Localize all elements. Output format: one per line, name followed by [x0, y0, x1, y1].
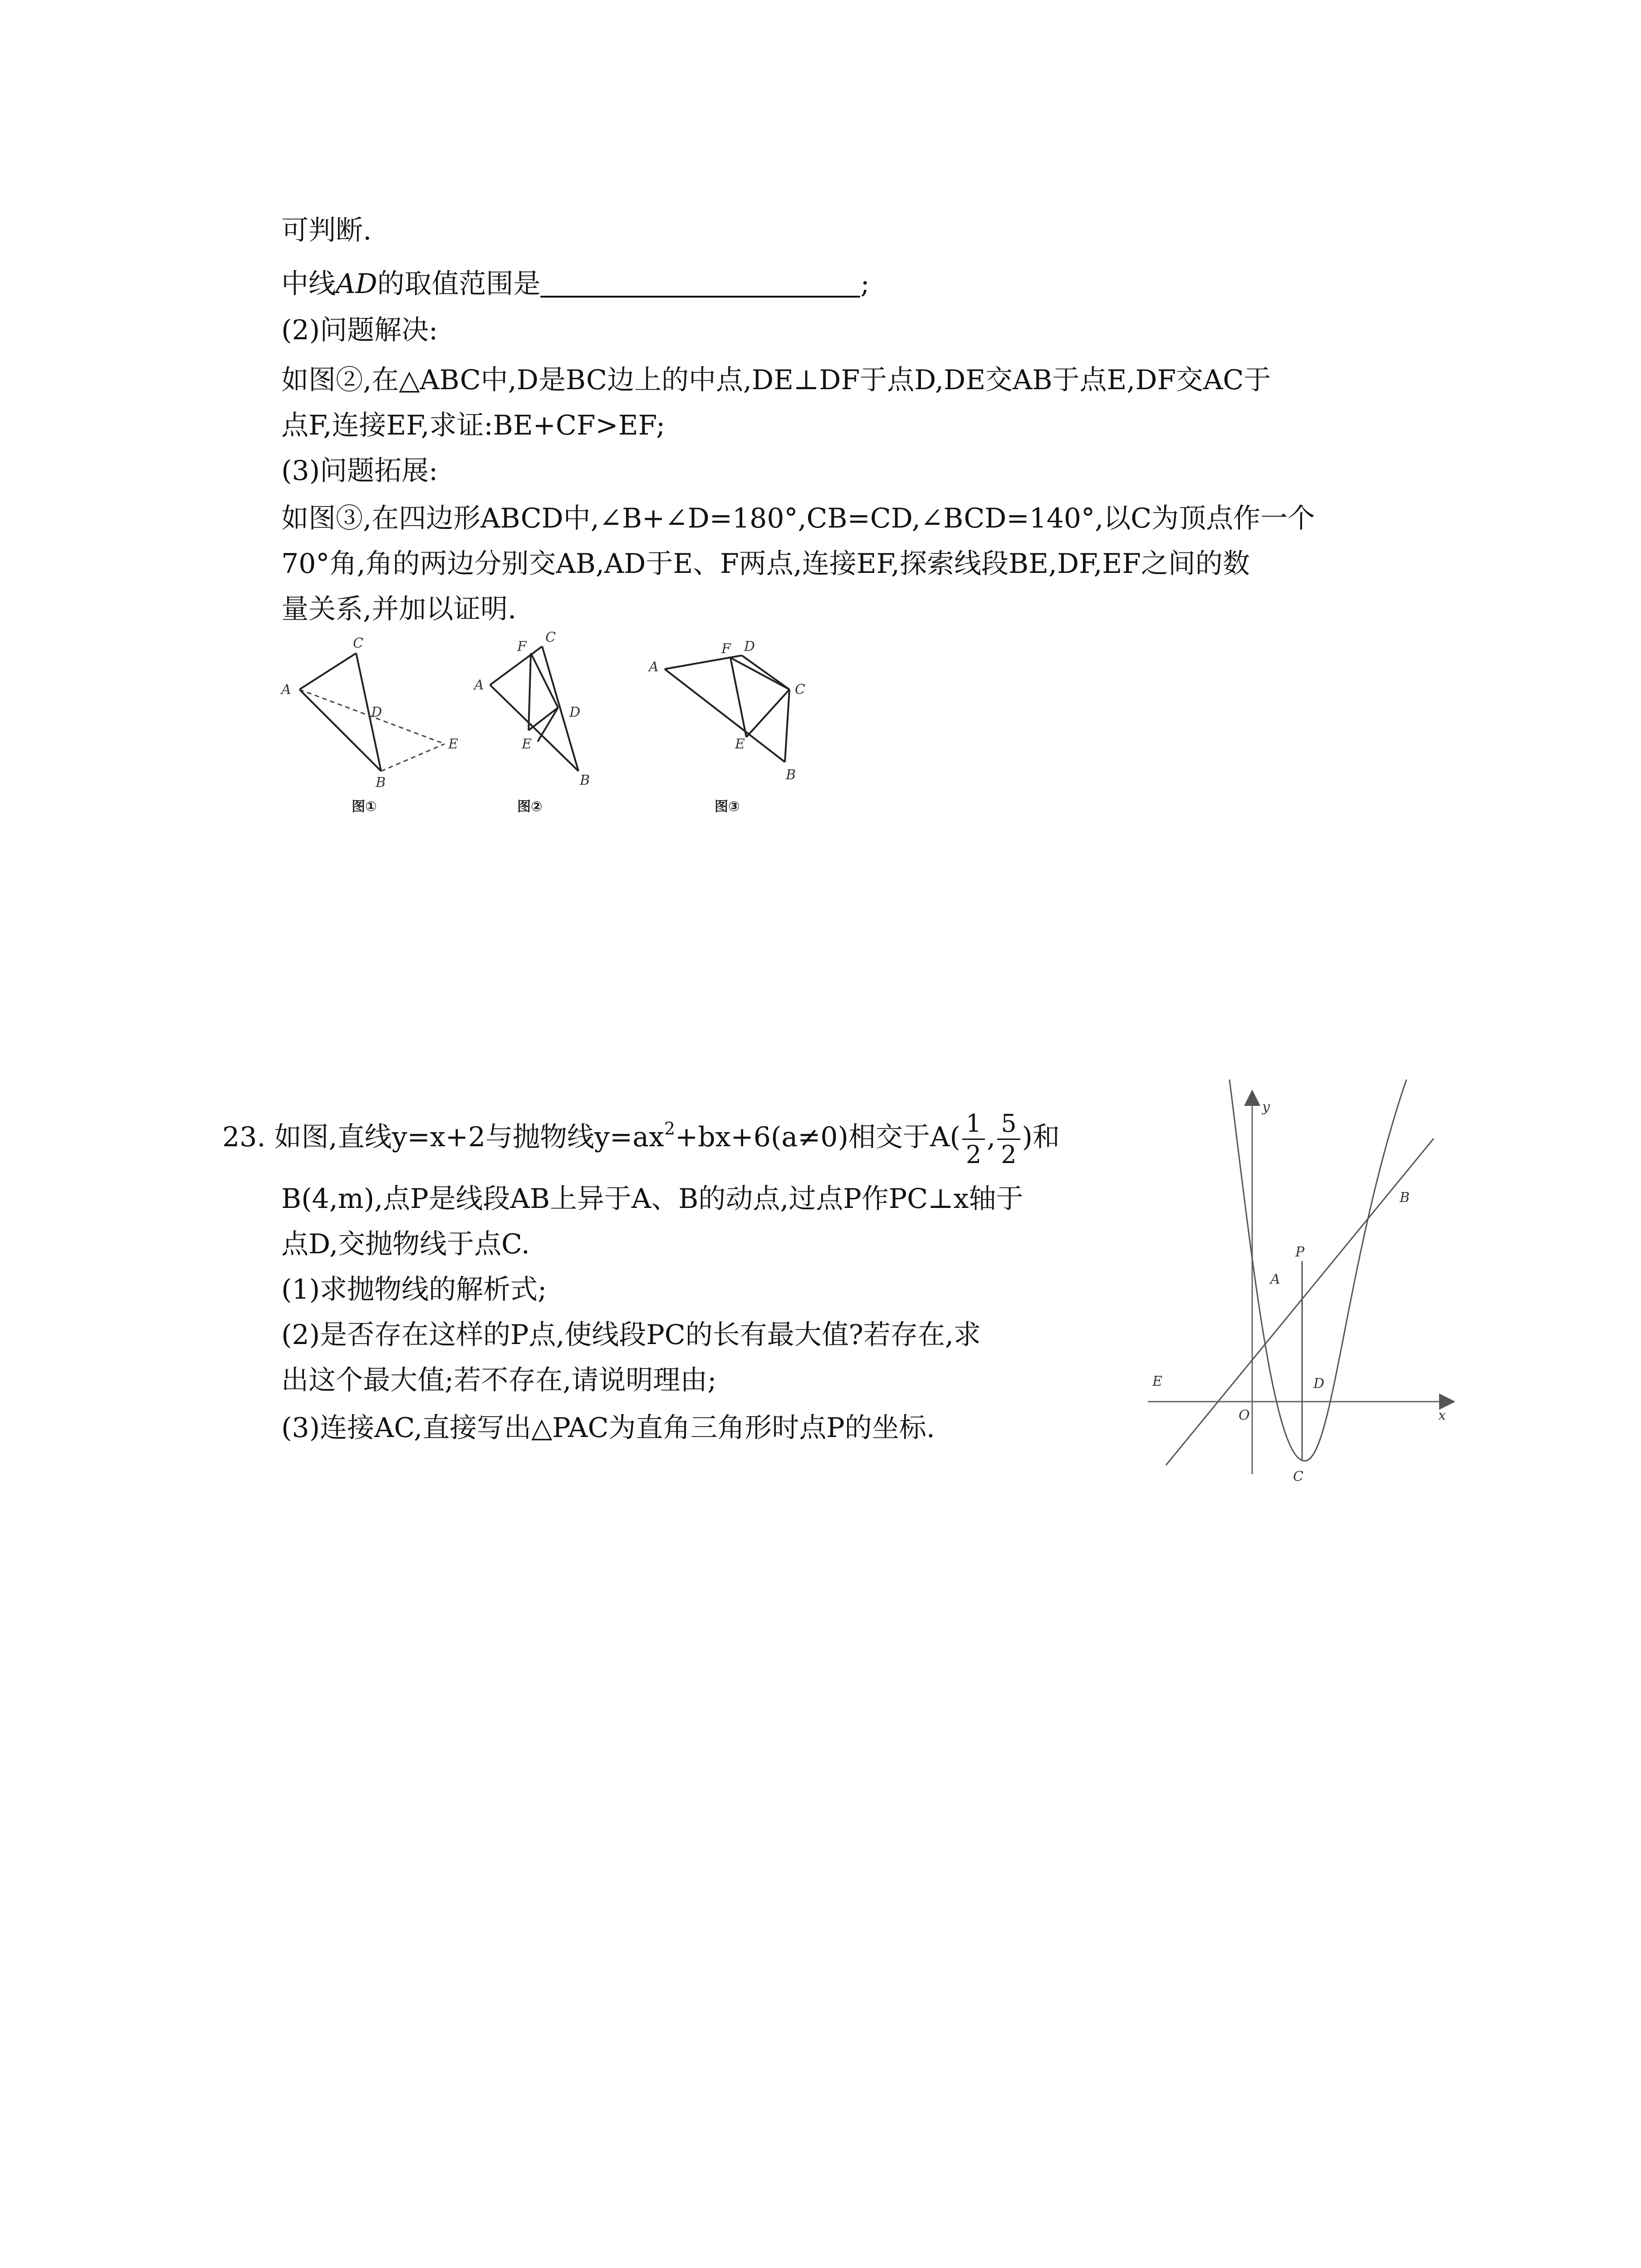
q22-line-2-var: AD — [336, 268, 377, 300]
fig2-label-e: E — [522, 736, 532, 752]
fig2-label-d: D — [569, 704, 581, 720]
graph-label-a: A — [1270, 1271, 1280, 1287]
fig1-label-d: D — [371, 704, 382, 720]
q23-line-1-prefix: 如图,直线y=x+2与抛物线y=ax — [274, 1121, 664, 1154]
figure-2 — [458, 626, 622, 816]
frac1-denominator: 2 — [965, 1140, 982, 1169]
q23-line-3: 点D,交抛物线于点C. — [281, 1228, 530, 1260]
fig2-caption: 图② — [517, 799, 543, 815]
fig3-label-f: F — [721, 641, 731, 657]
fig2-label-a: A — [474, 677, 484, 693]
q22-part2-text-b: 点F,连接EF,求证:BE+CF>EF; — [281, 410, 666, 441]
q23-line-2: B(4,m),点P是线段AB上异于A、B的动点,过点P作PC⊥x轴于 — [281, 1183, 1024, 1215]
q22-part3-text-a: 如图③,在四边形ABCD中,∠B+∠D=180°,CB=CD,∠BCD=140°,以C为顶点作一个 — [281, 503, 1315, 534]
q23-line-7: (3)连接AC,直接写出△PAC为直角三角形时点P的坐标. — [281, 1412, 935, 1444]
fig1-label-e: E — [448, 736, 458, 752]
q23-line-1-comma: , — [987, 1121, 996, 1154]
fig2-label-f: F — [517, 639, 527, 655]
figure-3 — [640, 626, 830, 816]
fig2-label-b: B — [580, 772, 590, 788]
q22-line-2-prefix: 中线 — [281, 268, 336, 300]
fig3-label-d: D — [744, 639, 755, 655]
frac1-numerator: 1 — [962, 1111, 985, 1140]
q22-line-2 — [281, 267, 870, 301]
q22-part2-title: (2)问题解决: — [281, 314, 438, 346]
fig1-label-c: C — [353, 635, 363, 651]
fraction-five-halves — [997, 1111, 1020, 1167]
graph-label-c: C — [1293, 1469, 1303, 1485]
figure-1 — [272, 626, 463, 816]
q22-line-2-end: ; — [860, 268, 870, 300]
q23-line-5: (2)是否存在这样的P点,使线段PC的长有最大值?若存在,求 — [281, 1319, 981, 1351]
graph-label-e: E — [1152, 1374, 1162, 1389]
q22-line-1: 可判断. — [281, 215, 372, 246]
graph-label-b: B — [1400, 1190, 1410, 1206]
graph-label-o: O — [1239, 1408, 1250, 1423]
fig3-caption: 图③ — [715, 799, 740, 815]
q22-part3-text-c: 量关系,并加以证明. — [281, 593, 517, 625]
q22-part3-title: (3)问题拓展: — [281, 455, 438, 487]
q23-line-4: (1)求抛物线的解析式; — [281, 1274, 547, 1305]
graph-label-d: D — [1313, 1376, 1325, 1392]
fig1-caption: 图① — [352, 799, 377, 815]
fraction-half — [962, 1111, 985, 1167]
graph-label-x: x — [1438, 1408, 1446, 1423]
fig3-label-c: C — [795, 682, 805, 698]
graph-label-p: P — [1295, 1244, 1305, 1260]
q23-line-1-mid: +bx+6(a≠0)相交于A( — [675, 1121, 960, 1154]
q23-line-6: 出这个最大值;若不存在,请说明理由; — [281, 1364, 717, 1396]
q22-part3-text-b: 70°角,角的两边分别交AB,AD于E、F两点,连接EF,探索线段BE,DF,EF之间的数 — [281, 548, 1250, 580]
fig1-label-b: B — [376, 775, 386, 791]
q23-exponent: 2 — [664, 1119, 675, 1139]
graph-label-y: y — [1262, 1099, 1270, 1115]
fig3-label-e: E — [735, 736, 745, 752]
fig3-label-a: A — [649, 659, 659, 675]
q23-graph — [1143, 1089, 1470, 1488]
fig1-label-a: A — [281, 682, 291, 698]
q22-part2-text-a: 如图②,在△ABC中,D是BC边上的中点,DE⊥DF于点D,DE交AB于点E,DF交AC于 — [281, 364, 1271, 396]
fig3-label-b: B — [786, 767, 796, 783]
frac2-denominator: 2 — [1001, 1140, 1017, 1169]
q23-line-1 — [222, 1111, 1060, 1167]
fig2-label-c: C — [545, 630, 556, 645]
q22-line-2-mid: 的取值范围是 — [377, 268, 541, 300]
q23-number: 23. — [222, 1121, 266, 1154]
frac2-numerator: 5 — [997, 1111, 1020, 1140]
answer-blank[interactable] — [540, 269, 860, 298]
q23-line-1-end: )和 — [1022, 1121, 1060, 1154]
